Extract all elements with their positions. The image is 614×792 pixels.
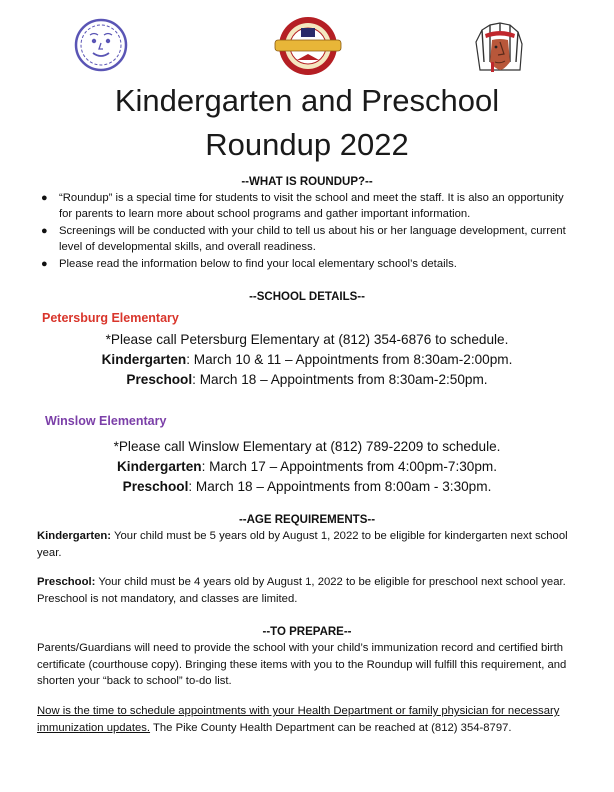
kindergarten-age-paragraph: Kindergarten: Your child must be 5 years old by August 1, 2022 to be eligible for kindergarten next school year. (37, 530, 568, 559)
title-line-1: Kindergarten and Preschool (114, 83, 500, 118)
sun-face-logo (74, 18, 128, 72)
petersburg-call-line: *Please call Petersburg Elementary at (812) 354-6876 to schedule. (105, 332, 509, 347)
school-details-heading: --SCHOOL DETAILS-- (249, 291, 365, 303)
school-seal-logo (273, 14, 343, 78)
immunization-note: Now is the time to schedule appointments with your Health Department or family physician for necessary immunization updates. The Pike County Health Department can be reached at (812) 354-8797. (37, 705, 560, 734)
title-line-2: Roundup 2022 (205, 127, 409, 162)
winslow-school-name: Winslow Elementary (45, 414, 167, 428)
to-prepare-heading: --TO PREPARE-- (262, 626, 352, 638)
bullet-dot-icon: ● (41, 225, 48, 237)
winslow-call-line: *Please call Winslow Elementary at (812) 789-2209 to schedule. (113, 439, 501, 454)
chief-headdress-logo (470, 22, 528, 74)
bullet-item: ● Screenings will be conducted with your child to tell us about his or her language development, current level of developmental skills, and overall readiness. (41, 225, 566, 253)
winslow-preschool-line: Preschool: March 18 – Appointments from 8:00am - 3:30pm. (122, 479, 492, 494)
preschool-age-paragraph: Preschool: Your child must be 4 years old by August 1, 2022 to be eligible for preschool next school year. Preschool is not mandatory, and classes are limited. (37, 576, 566, 605)
winslow-kindergarten-line: Kindergarten: March 17 – Appointments from 4:00pm-7:30pm. (116, 459, 498, 474)
bullet-dot-icon: ● (41, 258, 48, 270)
roundup-bullet-list (38, 190, 578, 273)
petersburg-preschool-line: Preschool: March 18 – Appointments from 8:30am-2:50pm. (126, 372, 488, 387)
prepare-paragraph: Parents/Guardians will need to provide the school with your child’s immunization record and certified birth certificate (courthouse copy). Bringing these items with you to the Roundup will fulfill this requirement, and shorten your “back to school” to-do list. (37, 642, 567, 687)
bullet-item: ● Please read the information below to find your local elementary school’s details. (41, 258, 457, 270)
age-requirements-heading: --AGE REQUIREMENTS-- (238, 514, 376, 526)
bullet-dot-icon: ● (41, 192, 48, 204)
what-is-roundup-heading: --WHAT IS ROUNDUP?-- (241, 176, 373, 188)
petersburg-kindergarten-line: Kindergarten: March 10 & 11 – Appointments from 8:30am-2:00pm. (101, 352, 513, 367)
bullet-item: ● “Roundup” is a special time for students to visit the school and meet the staff. It is also an opportunity for parents to learn more about school programs and gather important information. (41, 192, 564, 220)
petersburg-school-name: Petersburg Elementary (42, 311, 179, 325)
